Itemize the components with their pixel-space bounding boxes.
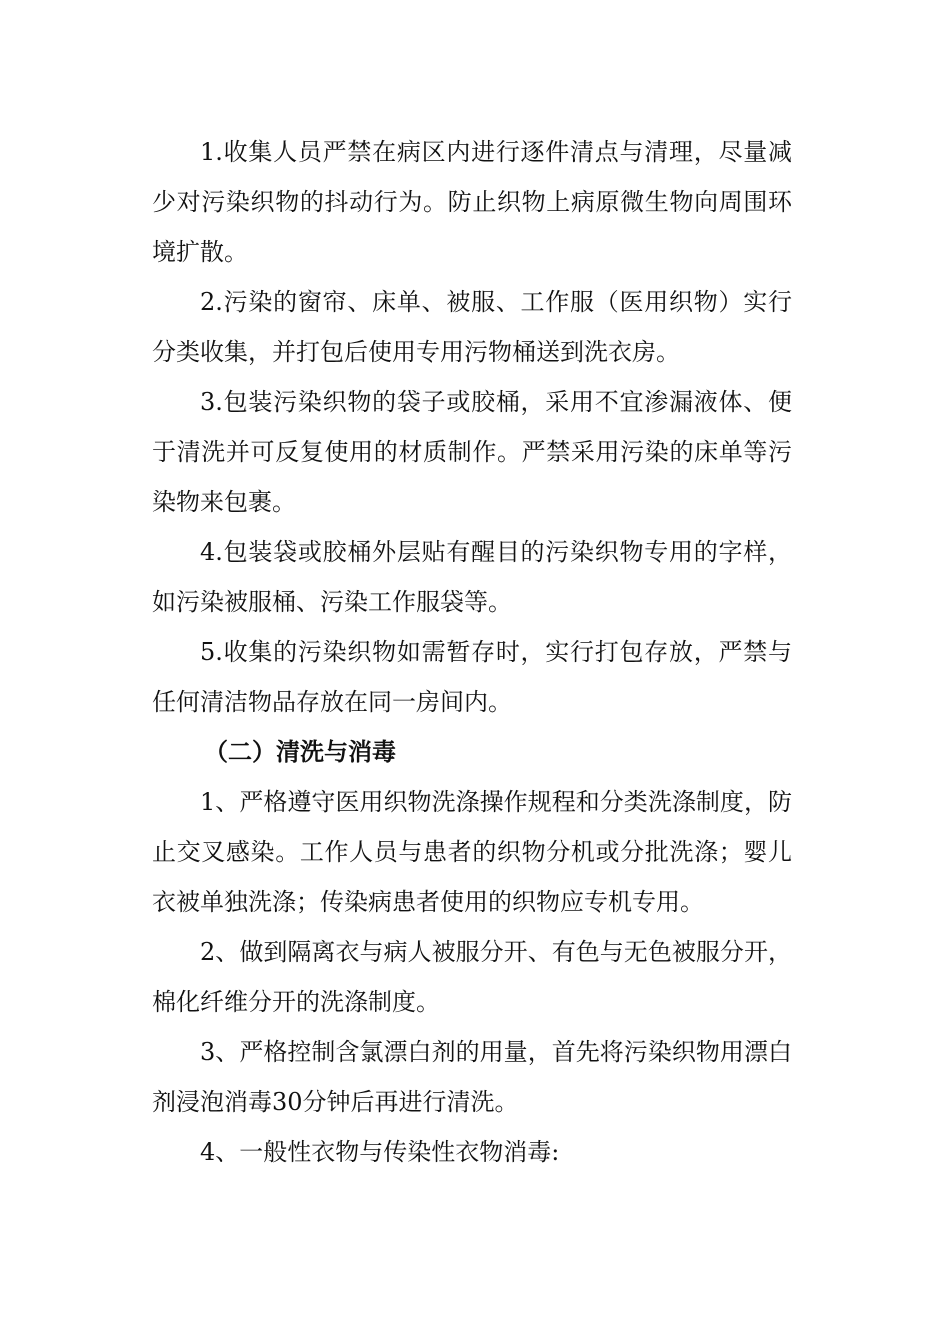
paragraph-collection-2: 2.污染的窗帘、床单、被服、工作服（医用织物）实行分类收集，并打包后使用专用污物桶送到洗衣房。	[152, 288, 792, 366]
paragraph-washing-4: 4、一般性衣物与传染性衣物消毒:	[200, 1138, 560, 1166]
paragraph-collection-3: 3.包装污染织物的袋子或胶桶，采用不宜渗漏液体、便于清洗并可反复使用的材质制作。严禁采用污染的床单等污染物来包裹。	[152, 388, 792, 516]
paragraph-washing-1: 1、严格遵守医用织物洗涤操作规程和分类洗涤制度，防止交叉感染。工作人员与患者的织物分机或分批洗涤；婴儿衣被单独洗涤；传染病患者使用的织物应专机专用。	[152, 788, 792, 916]
paragraph-collection-5: 5.收集的污染织物如需暂存时，实行打包存放，严禁与任何清洁物品存放在同一房间内。	[152, 638, 792, 716]
paragraph-collection-4: 4.包装袋或胶桶外层贴有醒目的污染织物专用的字样，如污染被服桶、污染工作服袋等。	[152, 538, 792, 616]
paragraph-collection-1: 1.收集人员严禁在病区内进行逐件清点与清理，尽量减少对污染织物的抖动行为。防止织物上病原微生物向周围环境扩散。	[152, 138, 792, 266]
paragraph-washing-3: 3、严格控制含氯漂白剂的用量，首先将污染织物用漂白剂浸泡消毒30分钟后再进行清洗。	[152, 1038, 792, 1116]
document-body	[152, 127, 792, 1177]
section-heading: （二）清洗与消毒	[204, 738, 396, 766]
paragraph-washing-2: 2、做到隔离衣与病人被服分开、有色与无色被服分开，棉化纤维分开的洗涤制度。	[152, 938, 792, 1016]
